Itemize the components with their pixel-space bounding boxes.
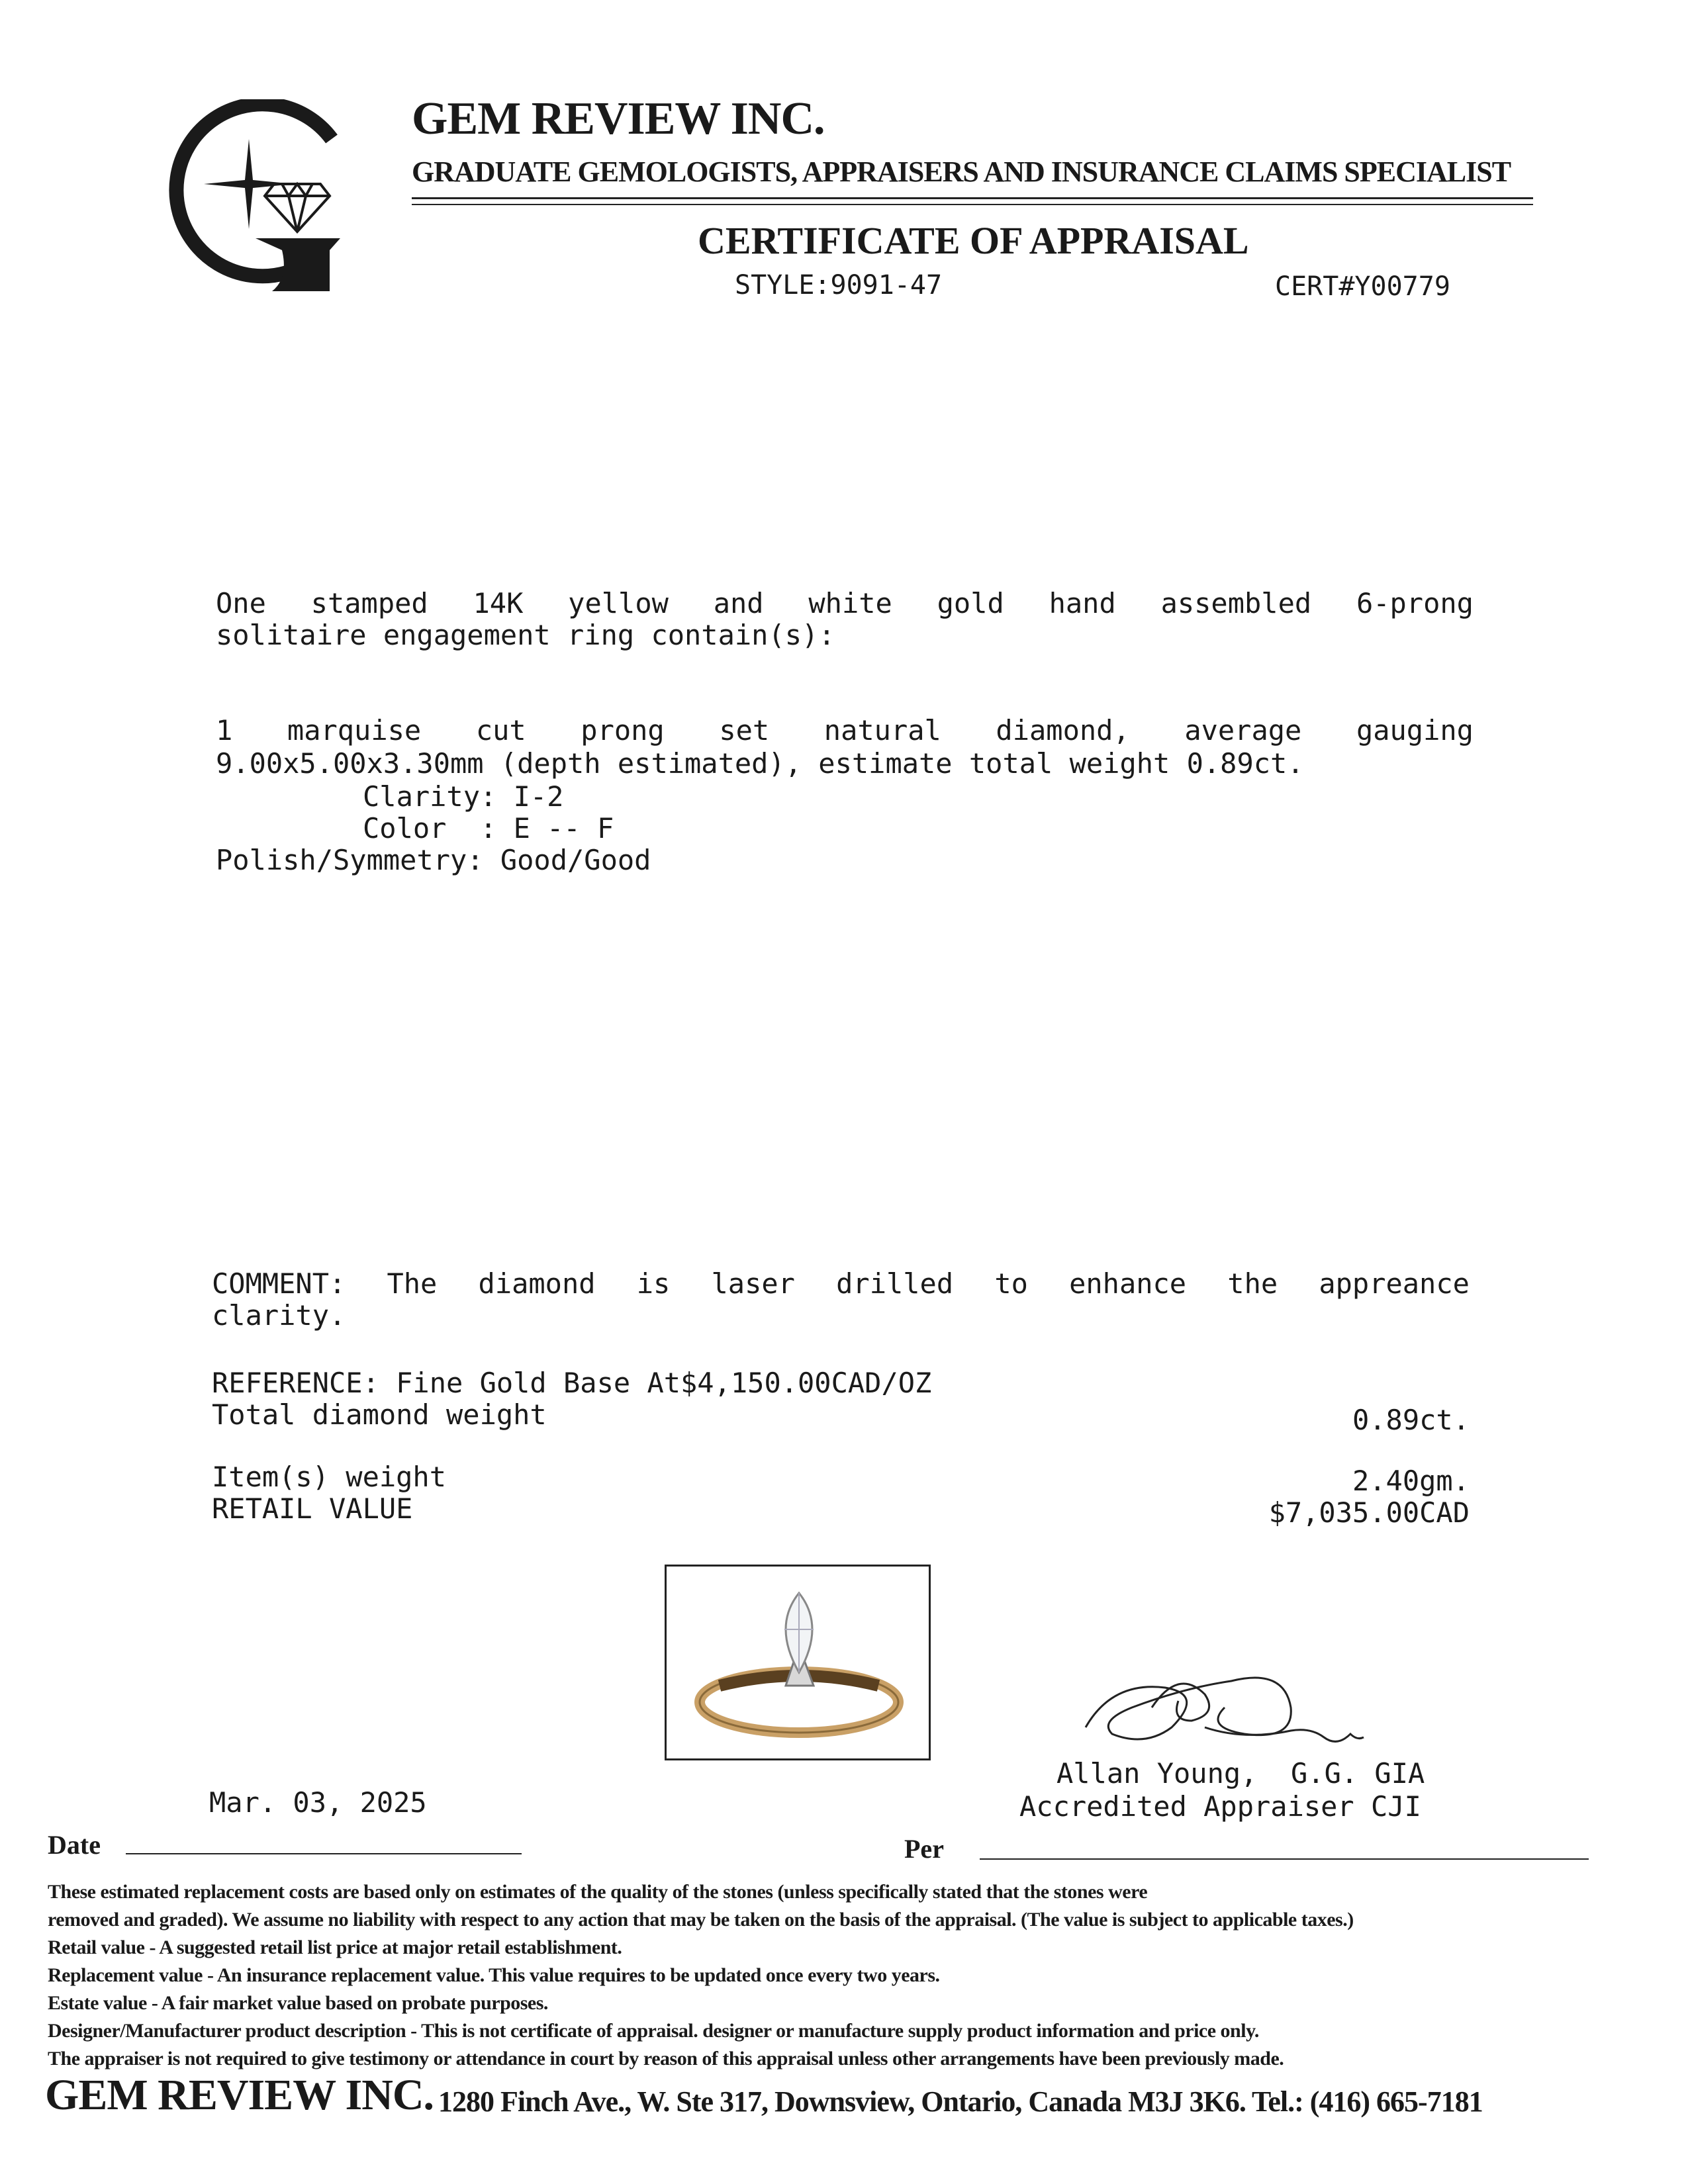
header-divider <box>412 204 1533 205</box>
disclaimer-line: Estate value - A fair market value based on probate purposes. <box>48 1992 548 2014</box>
ring-description-line <box>216 588 1474 619</box>
company-logo-icon <box>156 99 355 298</box>
word: 14K <box>473 587 524 619</box>
word: hand <box>1049 587 1116 619</box>
word: diamond, <box>996 714 1130 747</box>
comment-line: clarity. <box>212 1299 346 1332</box>
word: laser <box>711 1267 795 1300</box>
footer-address: 1280 Finch Ave., W. Ste 317, Downsview, Ontario, Canada M3J 3K6. Tel.: (416) 665-7181 <box>438 2085 1483 2118</box>
disclaimer-line: Designer/Manufacturer product description - This is not certificate of appraisal. designer or manufacture supply product information and price only. <box>48 2020 1259 2042</box>
word: drilled <box>836 1267 954 1300</box>
word: diamond <box>478 1267 596 1300</box>
company-name: GEM REVIEW INC. <box>412 93 825 144</box>
word: cut <box>475 714 526 747</box>
item-weight-label: Item(s) weight <box>212 1461 447 1493</box>
word: prong <box>581 714 665 747</box>
ring-description-line: solitaire engagement ring contain(s): <box>216 619 835 651</box>
word: COMMENT: <box>212 1267 346 1300</box>
per-label: Per <box>904 1834 944 1864</box>
stone-dimensions-line: 9.00x5.00x3.30mm (depth estimated), estimate total weight 0.89ct. <box>216 747 1304 780</box>
date-signature-line <box>126 1853 522 1854</box>
retail-value-amount: $7,035.00CAD <box>1268 1496 1470 1529</box>
disclaimer-line: The appraiser is not required to give testimony or attendance in court by reason of this appraisal unless other arrangements have been previously made. <box>48 2048 1284 2070</box>
word: One <box>216 587 266 619</box>
color-grade: Color : E -- F <box>363 812 614 844</box>
word: the <box>1227 1267 1278 1300</box>
appraisal-date: Mar. 03, 2025 <box>209 1786 427 1819</box>
word: 1 <box>216 714 233 747</box>
header-divider <box>412 197 1533 199</box>
word: yellow <box>568 587 669 619</box>
document-title: CERTIFICATE OF APPRAISAL <box>698 219 1249 262</box>
word: is <box>636 1267 671 1300</box>
word: white <box>808 587 892 619</box>
word: and <box>713 587 764 619</box>
disclaimer-line: Retail value - A suggested retail list price at major retail establishment. <box>48 1936 622 1958</box>
appraiser-title: Accredited Appraiser CJI <box>1019 1790 1421 1823</box>
gold-reference: REFERENCE: Fine Gold Base At$4,150.00CAD/OZ <box>212 1367 932 1399</box>
word: marquise <box>287 714 422 747</box>
appraiser-name: Allan Young, G.G. GIA <box>1056 1757 1425 1790</box>
clarity-grade: Clarity: I-2 <box>363 780 564 813</box>
comment-line <box>212 1268 1470 1300</box>
retail-value-label: RETAIL VALUE <box>212 1492 413 1525</box>
polish-symmetry-grade: Polish/Symmetry: Good/Good <box>216 844 651 876</box>
ring-image-icon <box>667 1567 929 1758</box>
word: appreance <box>1319 1267 1470 1300</box>
word: stamped <box>310 587 428 619</box>
disclaimer-line: removed and graded). We assume no liability with respect to any action that may be taken on the basis of the appraisal. (The value is subject to applicable taxes.) <box>48 1909 1354 1931</box>
word: The <box>387 1267 438 1300</box>
word: gauging <box>1356 714 1474 747</box>
item-weight-value: 2.40gm. <box>1352 1465 1470 1497</box>
certificate-number: CERT#Y00779 <box>1275 271 1450 302</box>
disclaimer-line: These estimated replacement costs are based only on estimates of the quality of the stones (unless specifically stated that the stones were <box>48 1881 1148 1903</box>
company-tagline: GRADUATE GEMOLOGISTS, APPRAISERS AND INSURANCE CLAIMS SPECIALIST <box>412 156 1511 188</box>
word: to <box>994 1267 1028 1300</box>
style-number: STYLE:9091-47 <box>735 270 943 300</box>
word: natural <box>823 714 941 747</box>
per-signature-line <box>980 1858 1589 1860</box>
word: gold <box>937 587 1004 619</box>
word: enhance <box>1069 1267 1187 1300</box>
signature-icon <box>1072 1641 1383 1760</box>
word: assembled <box>1160 587 1312 619</box>
footer-company-name: GEM REVIEW INC. <box>45 2071 434 2119</box>
word: average <box>1184 714 1302 747</box>
total-diamond-weight-value: 0.89ct. <box>1352 1404 1470 1436</box>
word: 6-prong <box>1356 587 1474 619</box>
total-diamond-weight-label: Total diamond weight <box>212 1398 547 1431</box>
date-label: Date <box>48 1830 101 1860</box>
stone-description-line <box>216 715 1474 747</box>
ring-photo <box>665 1565 931 1760</box>
disclaimer-line: Replacement value - An insurance replacement value. This value requires to be updated once every two years. <box>48 1964 940 1986</box>
word: set <box>719 714 770 747</box>
